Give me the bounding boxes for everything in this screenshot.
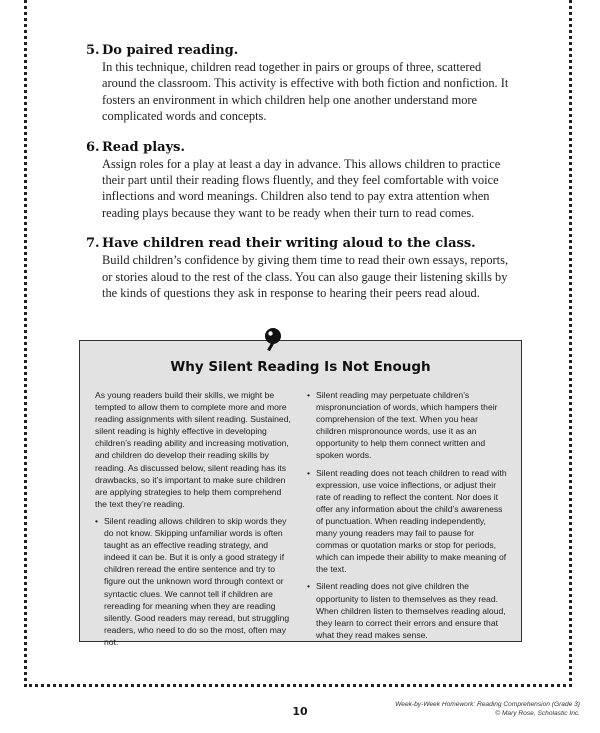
sidebar-title: Why Silent Reading Is Not Enough (170, 359, 431, 375)
sidebar-right-column (307, 389, 507, 646)
book-title: Week-by-Week Homework: Reading Comprehension (Grade 3) (395, 701, 580, 708)
tips-list (86, 42, 518, 315)
tip-heading (86, 42, 518, 59)
sidebar-intro: As young readers build their skills, we might be tempted to allow them to complete more and more reading assignments with silent reading. Sustained, silent reading is highly effective in developing children’s reading ability and increasing motivation, and children do develop their reading skills by reading. As discussed below, silent reading has its drawbacks, so it’s important to make sure children are applying strategies to help them comprehend the text they’re reading. (95, 390, 291, 509)
tip-heading (86, 235, 518, 252)
tip-item (86, 235, 518, 301)
tip-title: Read plays. (102, 139, 185, 155)
tip-title: Have children read their writing aloud to the class. (102, 236, 476, 252)
tip-number: 7. (86, 236, 100, 252)
page-number: 10 (292, 705, 308, 718)
copyright: © Mary Rose, Scholastic Inc. (495, 710, 580, 717)
sidebar-bullet: • Silent reading does not teach children to read with expression, use voice inflections, or adjust their rate of reading to reflect the content. Nor does it offer any information about the child’s awareness of punctuation. When reading independently, many young readers may fail to pause for commas or quotation marks or stop for periods, which can impede their ability to make meaning of the text. (307, 467, 507, 576)
tip-number: 5. (86, 43, 100, 58)
tip-title: Do paired reading. (102, 43, 239, 58)
magnifying-glass-icon (259, 324, 287, 352)
sidebar-bullet: • Silent reading may perpetuate children’s mispronunciation of words, which hampers their comprehension of the text. When you hear children mispronounce words, use it as an opportunity to help them connect written and spoken words. (307, 389, 507, 462)
tip-body: In this technique, children read together in pairs or groups of three, scattered around the classroom. This activity is effective with both fiction and nonfiction. It fosters an environment in which children help one another understand more complicated words and concepts. (102, 60, 509, 124)
tip-item (86, 139, 518, 222)
sidebar-left-column (95, 389, 295, 653)
tip-number: 6. (86, 139, 100, 155)
sidebar-bullet: • Silent reading does not give children the opportunity to listen to themselves as they read. When children listen to themselves reading aloud, they learn to correct their errors and ensure that what they read makes sense. (307, 580, 507, 640)
tip-body: Build children’s confidence by giving them time to read their own essays, reports, or stories aloud to the rest of the class. You can also gauge their listening skills by the kinds of questions they ask in response to hearing their peers read aloud. (102, 253, 509, 301)
tip-item (86, 42, 518, 125)
tip-heading (86, 139, 518, 156)
sidebar-box (79, 340, 522, 647)
tip-body: Assign roles for a play at least a day in advance. This allows children to practice their part until their reading flows fluently, and they feel comfortable with voice inflections and word meanings. Children also tend to pay extra attention when reading plays because they want to be ready when their turn to read comes. (102, 156, 501, 220)
footer-credit (395, 700, 580, 718)
sidebar-bullet: • Silent reading allows children to skip words they do not know. Skipping unfamiliar words is often taught as an effective reading strategy, and indeed it can be. But it is only a good strategy if children reread the entire sentence and try to figure out the unknown word through context or syntactic clues. We cannot tell if children are rereading for meaning when they are reading silently. Good readers may reread, but struggling readers, who need to do so the most, often may not. (95, 515, 295, 648)
